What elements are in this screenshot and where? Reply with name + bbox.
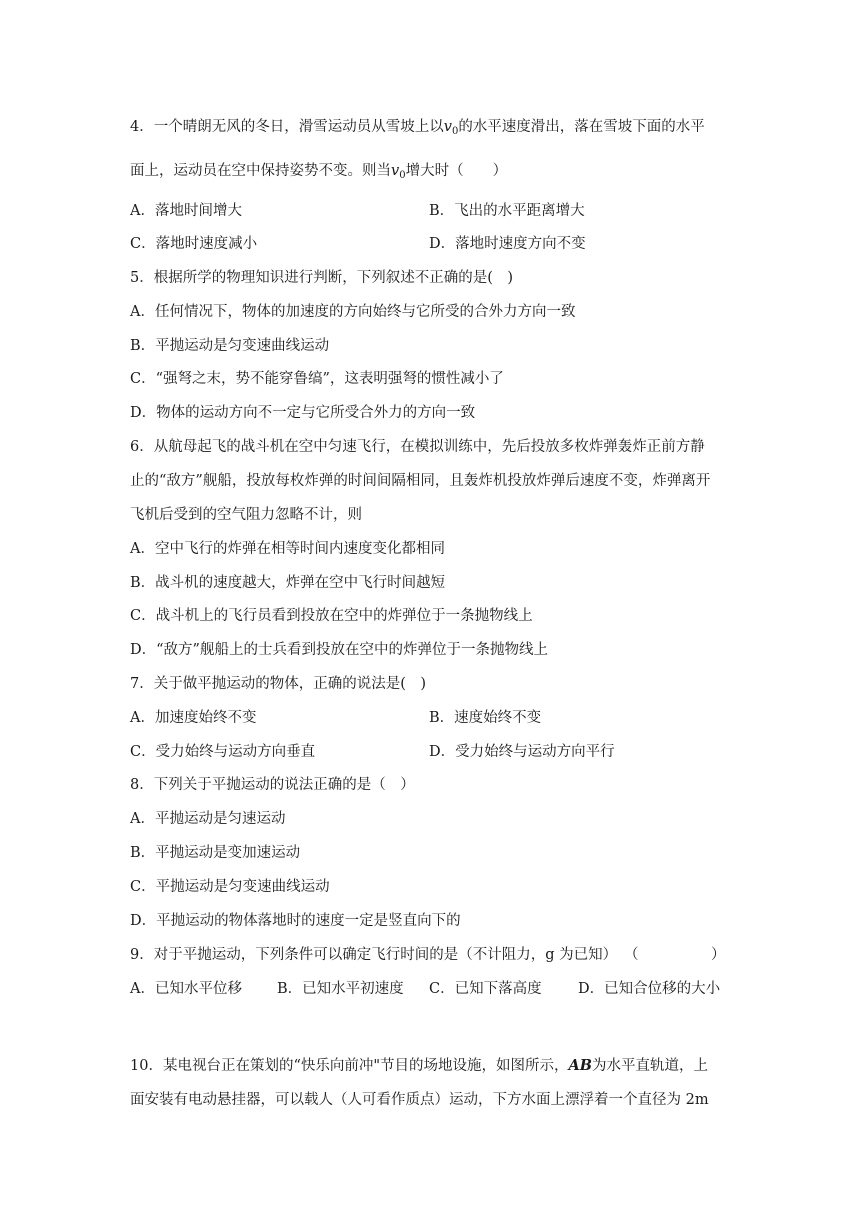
q7-option-a: A．加速度始终不变 <box>130 710 257 726</box>
q9-stem: 9．对于平抛运动，下列条件可以确定飞行时间的是（不计阻力，g 为已知） <box>130 947 618 963</box>
q6-stem-line3: 飞机后受到的空气阻力忽略不计，则 <box>130 507 362 523</box>
v0-symbol: v <box>443 119 452 135</box>
q10-stem-line1 <box>130 1056 708 1076</box>
q5-option-b: B．平抛运动是匀变速曲线运动 <box>130 338 330 354</box>
q9-option-b: B．已知水平初速度 <box>277 981 404 997</box>
q7-option-c: C．受力始终与运动方向垂直 <box>130 744 316 760</box>
v0-subscript: 0 <box>399 170 406 181</box>
q4-option-c: C．落地时速度减小 <box>130 236 258 252</box>
q10-stem-line2: 面安装有电动悬挂器，可以载人（人可看作质点）运动，下方水面上漂浮着一个直径为 2m <box>130 1092 709 1108</box>
q7-stem: 7．关于做平抛运动的物体，正确的说法是( ) <box>130 676 427 692</box>
q8-stem: 8．下列关于平抛运动的说法正确的是（ ） <box>130 777 415 793</box>
q4-option-a: A．落地时间增大 <box>130 203 242 219</box>
q4-option-d: D．落地时速度方向不变 <box>429 236 586 252</box>
v0-subscript: 0 <box>451 126 459 137</box>
q4-text: 面上，运动员在空中保持姿势不变。则当 <box>130 163 391 179</box>
q6-stem-line1: 6．从航母起飞的战斗机在空中匀速飞行，在模拟训练中，先后投放多枚炸弹轰炸正前方静 <box>130 439 705 455</box>
v0-symbol: v <box>391 163 400 179</box>
q9-option-d: D．已知合位移的大小 <box>578 981 721 997</box>
q6-option-c: C．战斗机上的飞行员看到投放在空中的炸弹位于一条抛物线上 <box>130 608 533 624</box>
q9-answer-bracket: （ ） <box>624 947 726 963</box>
q5-option-d: D．物体的运动方向不一定与它所受合外力的方向一致 <box>130 405 476 421</box>
q4-stem-line1 <box>130 117 705 142</box>
q10-text: 为水平直轨道，上 <box>592 1058 709 1074</box>
q6-stem-line2: 止的“敌方”舰船，投放每枚炸弹的时间间隔相同，且轰炸机投放炸弹后速度不变，炸弹离开 <box>130 473 711 489</box>
q9-option-c: C．已知下落高度 <box>429 981 542 997</box>
q8-option-a: A．平抛运动是匀速运动 <box>130 811 286 827</box>
q4-text: 增大时（ ） <box>405 163 508 179</box>
q5-option-c: C．“强弩之末，势不能穿鲁缟”，这表明强弩的惯性减小了 <box>130 371 504 387</box>
q7-option-d: D．受力始终与运动方向平行 <box>429 744 615 760</box>
q6-option-d: D．“敌方”舰船上的士兵看到投放在空中的炸弹位于一条抛物线上 <box>130 642 548 658</box>
q4-stem-line2 <box>130 161 507 186</box>
q4-text: 的水平速度滑出，落在雪坡下面的水平 <box>458 119 705 135</box>
q6-option-b: B．战斗机的速度越大，炸弹在空中飞行时间越短 <box>130 575 446 591</box>
q5-option-a: A．任何情况下，物体的加速度的方向始终与它所受的合外力方向一致 <box>130 304 576 320</box>
ab-symbol: AB <box>568 1057 593 1074</box>
q8-option-d: D．平抛运动的物体落地时的速度一定是竖直向下的 <box>130 913 461 929</box>
q9-option-a: A．已知水平位移 <box>130 981 242 997</box>
q8-option-b: B．平抛运动是变加速运动 <box>130 845 301 861</box>
q4-option-b: B．飞出的水平距离增大 <box>429 203 585 219</box>
q8-option-c: C．平抛运动是匀变速曲线运动 <box>130 879 330 895</box>
q6-option-a: A．空中飞行的炸弹在相等时间内速度变化都相同 <box>130 541 445 557</box>
q5-stem: 5．根据所学的物理知识进行判断，下列叙述不正确的是( ) <box>130 270 514 286</box>
q10-text: 10．某电视台正在策划的“快乐向前冲"节目的场地设施，如图所示， <box>130 1058 569 1074</box>
q7-option-b: B．速度始终不变 <box>429 710 542 726</box>
q4-text: 4．一个晴朗无风的冬日，滑雪运动员从雪坡上以 <box>130 119 444 135</box>
